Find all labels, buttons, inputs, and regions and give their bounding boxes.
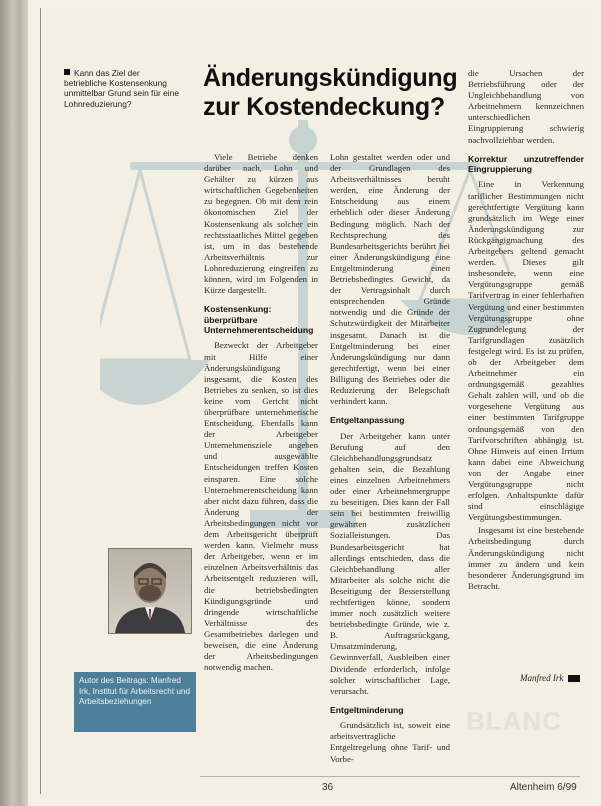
body-paragraph: Lohn gestaltet werden oder und der Grundlagen des Arbeitsverhältnisses beruht werden, eine Änderung der Entscheidung aus einem erheblich oder dieser Änderung Bedingung möglich. Nach der Rechtsprechung des Bundesarbeitsgerichts berührt bei einer Änderungskündigung eine Entgeltminderung einen Betriebsbedingtes Gewicht, da der Vertragsinhalt durch entsprechenden Gründe notwendig und die Gründe der Schutzwürdigkeit der Mitarbeiter insgesamt. Danach ist die Entgeltminderung bei einer Änderungskündigung nur dann gerechtfertigt, wenn bei einer Billigung des Betriebes oder die Reduzierung der Belegschaft verhindert kann.: [330, 152, 450, 407]
body-paragraph: Der Arbeitgeber kann unter Berufung auf den Gleichbehandlungsgrundsatz gehalten sein, die Bezahlung eines einzelnen Arbeitnehmers oder einer Arbeitnehmergruppe zu beseitigen. Dies kann der Fall sein bei bestimmten freiwillig gewährten zusätzlichen Sozialleistungen. Das Bundesarbeitsgericht hat allerdings entschieden, dass die Gleichbehandlung aller Mitarbeiter als solche nicht die Beseitigung der Besserstellung rechtfertigen könne, sondern immer noch zusätzlich weitere betriebsbedingte Gründe, wie z. B. Auftragsrückgang, Umsatzminderung, Gewinnverfall, Ausbleiben einer Dividende erforderlich, infolge solcher wirtschaftlicher Lage, verursacht.: [330, 430, 450, 696]
body-paragraph: Eine in Verkennung tariflicher Bestimmungen nicht gerechtfertigte Vergütung kann grundsätzlich im Wege einer Änderungskündigung zur Rückgängigmachung des Arbeitgebers geltend gemacht werden. Dieses gilt insbesondere, wenn eine Vergütungsgruppe gemäß Tarifvertrag in einer fehlerhaften Vergütung und einer bestimmten Vergütungsgruppe ohne Zugrundelegung der Tarifgrundlagen zusätzlich festgelegt wird. Es ist zu prüfen, ob der Arbeitgeber dem Arbeitnehmer ein ordnungsgemäß gezahltes Gehalt zahlen will, und ob die vorgesehene Vergütung aus einer bestimmten Tarifgruppe ordnungsgemäß von den Tarifvorschriften abhängig ist. Ohne Hinweis auf einen Irrtum kann dabei eine Abweichung von der Angabe einer Vergütungsgruppe nicht erfolgen. Anhaltspunkte dafür sind einschlägige Vergütungsbestimmungen.: [468, 179, 584, 523]
portrait-image: [109, 549, 191, 633]
end-mark-icon: [568, 675, 580, 682]
magazine-issue: Altenheim 6/99: [510, 782, 577, 793]
section-heading-kostensenkung: Kostensenkung: überprüfbare Unternehmerentscheidung: [204, 304, 314, 336]
section-heading-entgeltminderung: Entgeltminderung: [330, 704, 404, 715]
author-photo: [108, 548, 192, 634]
footer-divider: [200, 776, 580, 777]
page-edge: [40, 8, 41, 794]
page-number: 36: [322, 782, 334, 793]
body-paragraph: die Ursachen der Betriebsführung oder der Ungleichbehandlung von Arbeitnehmern kennzeichnen unterschiedlichen Eingruppierung schwierig nachvollziehbar werden.: [468, 68, 584, 145]
bullet-square-icon: [64, 69, 70, 75]
author-caption: Autor des Beitrags: Manfred Irk, Institut für Arbeitsrecht und Arbeitsbeziehungen: [74, 672, 196, 732]
article-column-3: [468, 68, 584, 594]
section-heading-entgeltanpassung: Entgeltanpassung: [330, 415, 405, 426]
show-through-text: BLANC: [466, 706, 562, 736]
article-headline: Änderungskündigung zur Kostendeckung?: [203, 64, 458, 121]
body-paragraph: Grundsätzlich ist, soweit eine arbeitsvertragliche Entgeltregelung ohne Tarif- und Vorbe-: [330, 720, 450, 764]
side-note-text: Kann das Ziel der betriebliche Kostensenkung unmittelbar Grund sein für eine Lohnreduzierung?: [64, 68, 179, 109]
article-column-2: [330, 152, 450, 767]
body-paragraph: Insgesamt ist eine bestehende Arbeitsbedingung durch Änderungskündigung nicht immer zu ändern und kein besonderer Änderungsgrund im Betracht.: [468, 525, 584, 591]
side-note: [64, 68, 182, 109]
section-heading-korrektur: Korrektur unzutreffender Eingruppierung: [468, 153, 584, 175]
book-binding: [0, 0, 28, 806]
author-signature: Manfred Irk: [520, 673, 564, 683]
intro-paragraph: Viele Betriebe denken darüber nach, Lohn und Gehälter zu kürzen aus wirtschaftlichen Gegebenheiten zu begegnen. Ob mit dem rein ökonomischen Ziel der Kostensenkung als solcher ein rechtsstaatliches Mittel gegeben ist, um in das bestehende Arbeitsverhältnis zur Lohnreduzierung eingreifen zu können, wird im Folgenden in Kürze dargestellt.: [204, 152, 318, 296]
article-column-1: [204, 152, 318, 675]
body-paragraph: Bezweckt der Arbeitgeber mit Hilfe einer Änderungskündigung insgesamt, die Kosten des Betriebes zu senken, so ist dies keine vom Gericht nicht überprüfbare unternehmerische Entscheidung. Ebenfalls kann der Arbeitgeber Unternehmensziele angeben und ausgewählte Entscheidungen treffen Kosten einsparen. Eine solche Unternehmerentscheidung kann aber nicht dazu führen, dass die Änderung der Arbeitsbedingungen nicht vor dem Arbeitsgericht überprüft werden kann. Vielmehr muss der Arbeitgeber, wenn er im einzelnen Arbeitsverhältnis das Arbeitsentgelt reduzieren will, die betriebsbedingten Kündigungsgründe und dringende wirtschaftliche Verhältnisse des Gesamtbetriebes darlegen und beweisen, die eine Änderung der Arbeitsbedingungen notwendig machen.: [204, 340, 318, 673]
